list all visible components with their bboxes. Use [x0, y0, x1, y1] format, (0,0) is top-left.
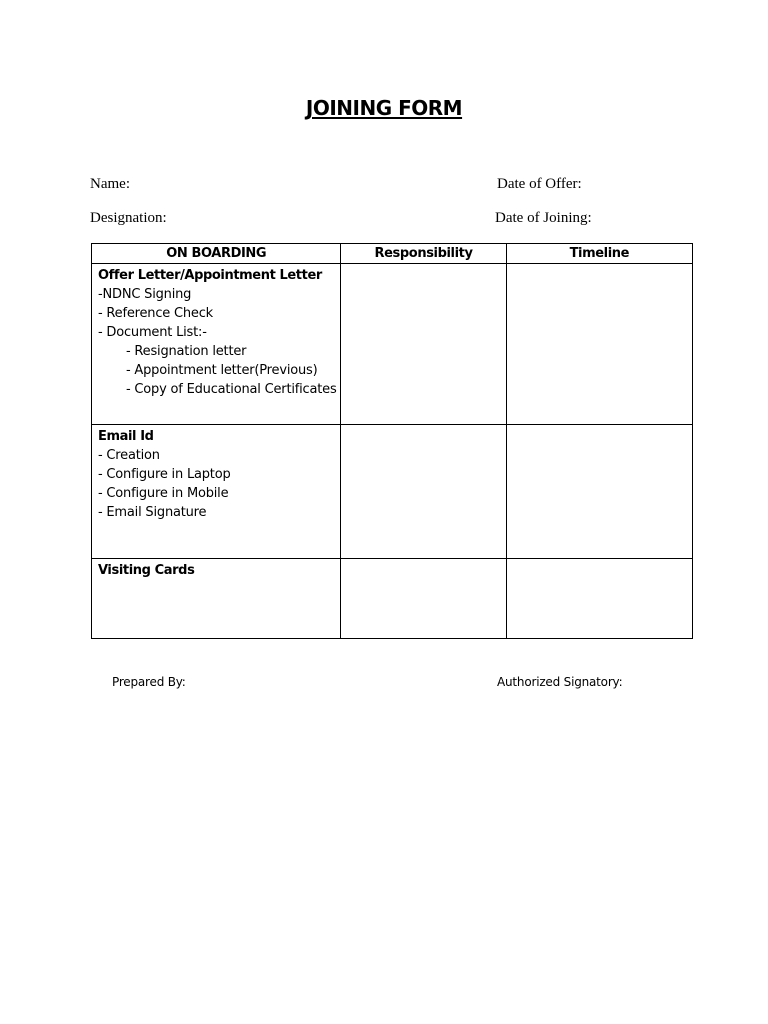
designation-label: Designation: [90, 210, 167, 226]
table-row [92, 425, 693, 559]
form-title: JOINING FORM [305, 96, 463, 120]
date-of-offer-label: Date of Offer: [497, 176, 582, 192]
table-row [92, 264, 693, 425]
onboarding-table [91, 243, 693, 639]
timeline-cell [506, 559, 692, 639]
list-item: - Email Signature [98, 505, 207, 520]
section-title: Email Id [98, 429, 154, 444]
list-item: - Creation [98, 448, 160, 463]
header-timeline: Timeline [506, 244, 692, 264]
prepared-by-label: Prepared By: [112, 675, 186, 689]
onboarding-cell [92, 559, 341, 639]
header-on-boarding: ON BOARDING [92, 244, 341, 264]
list-item: - Document List:- [98, 325, 207, 340]
sub-list-item: - Appointment letter(Previous) [126, 363, 318, 378]
timeline-cell [506, 264, 692, 425]
section-title: Visiting Cards [98, 563, 195, 578]
section-title: Offer Letter/Appointment Letter [98, 268, 322, 283]
list-item: -NDNC Signing [98, 287, 192, 302]
sub-list-item: - Copy of Educational Certificates [126, 382, 337, 397]
list-item: - Reference Check [98, 306, 214, 321]
onboarding-cell [92, 425, 341, 559]
onboarding-cell [92, 264, 341, 425]
date-of-joining-label: Date of Joining: [495, 210, 592, 226]
responsibility-cell [341, 559, 506, 639]
list-item: - Configure in Mobile [98, 486, 229, 501]
name-label: Name: [90, 176, 130, 192]
header-responsibility: Responsibility [341, 244, 506, 264]
responsibility-cell [341, 264, 506, 425]
responsibility-cell [341, 425, 506, 559]
table-header-row [92, 244, 693, 264]
table-row [92, 559, 693, 639]
timeline-cell [506, 425, 692, 559]
list-item: - Configure in Laptop [98, 467, 231, 482]
sub-list-item: - Resignation letter [126, 344, 247, 359]
authorized-signatory-label: Authorized Signatory: [497, 675, 623, 689]
